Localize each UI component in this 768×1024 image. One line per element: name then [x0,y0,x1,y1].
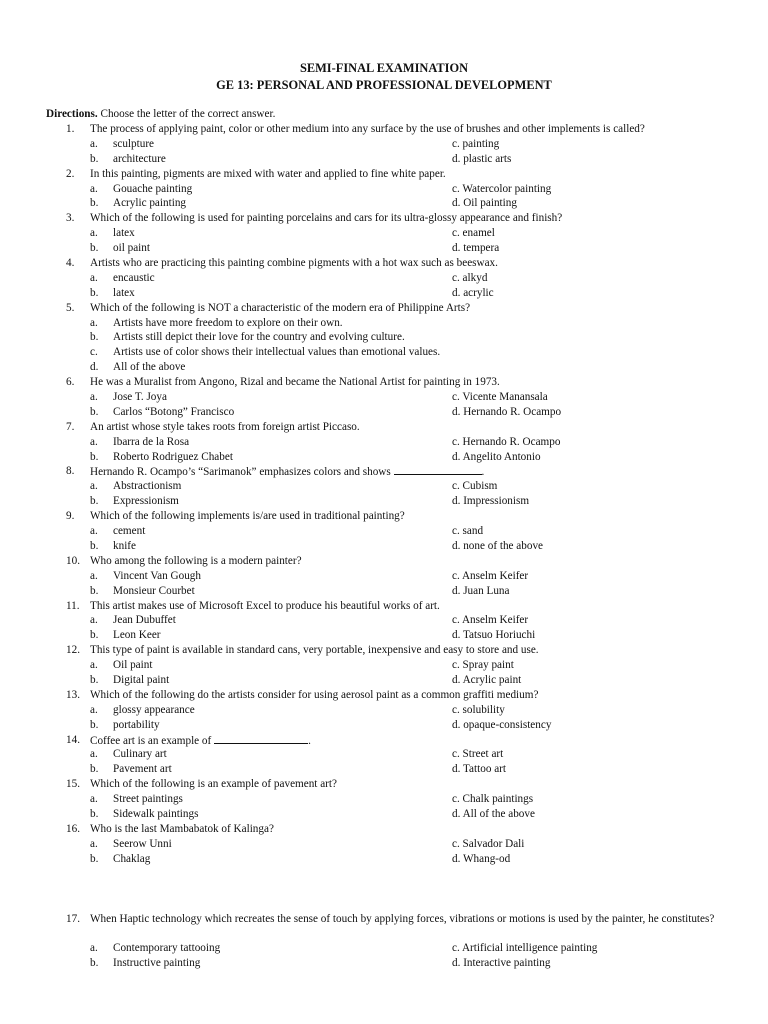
choice-text: d. Oil painting [452,197,517,210]
choice-row [0,345,768,360]
choice-text: c. Vicente Manansala [452,391,548,404]
question-number: 14. [66,733,80,746]
question-stem [0,420,768,435]
question-number: 10. [66,554,80,567]
question-stem [0,822,768,837]
question-stem [0,122,768,137]
choice-letter: b. [90,673,99,686]
spacer [0,867,768,912]
directions-label: Directions. [46,108,98,120]
choice-row [0,807,768,822]
choice-row [0,196,768,211]
choice-text: c. alkyd [452,271,488,284]
choice-text: d. All of the above [452,807,535,820]
question-text: Which of the following is an example of pavement art? [90,778,337,791]
question-number: 17. [66,912,80,925]
choice-text: Roberto Rodriguez Chabet [113,450,233,463]
choice-text: sculpture [113,137,155,150]
choice-row [0,226,768,241]
choice-text: portability [113,718,160,731]
choice-letter: c. [90,346,98,359]
choice-letter: b. [90,450,99,463]
choice-row [0,941,768,956]
choice-letter: b. [90,331,99,344]
choice-text: Chaklag [113,852,151,865]
question-number: 16. [66,822,80,835]
question-text-body: Hernando R. Ocampo’s “Sarimanok” emphasizes colors and shows [90,466,394,479]
choice-letter: a. [90,793,98,806]
answer-blank [214,733,308,744]
choice-text: oil paint [113,242,150,255]
question-stem [0,912,768,942]
question-stem [0,688,768,703]
question-text: Who among the following is a modern painter? [90,554,302,567]
choice-row [0,450,768,465]
question-text: This artist makes use of Microsoft Excel to produce his beautiful works of art. [90,599,440,612]
choice-letter: a. [90,480,98,493]
choice-row [0,569,768,584]
question-number: 8. [66,465,75,478]
question-list [0,122,768,971]
choice-row [0,792,768,807]
question-text: He was a Muralist from Angono, Rizal and became the National Artist for painting in 1973. [90,376,500,389]
choice-text: d. Whang-od [452,852,511,865]
choice-letter: a. [90,391,98,404]
choice-row [0,494,768,509]
choice-text: Gouache painting [113,182,193,195]
question-stem [0,733,768,748]
choice-text: c. sand [452,525,484,538]
choice-row [0,837,768,852]
choice-text: c. enamel [452,227,495,240]
question-number: 1. [66,123,75,135]
question-text-body: Coffee art is an example of [90,734,215,747]
choice-row [0,271,768,286]
question-text: This type of paint is available in standard cans, very portable, inexpensive and easy to store and use. [90,644,539,657]
choice-text: Jose T. Joya [113,391,167,404]
question-number: 6. [66,376,75,389]
choice-row [0,435,768,450]
choice-letter: b. [90,807,99,820]
choice-text: d. tempera [452,242,500,255]
choice-text: c. Anselm Keifer [452,569,529,582]
question-text: An artist whose style takes roots from foreign artist Piccaso. [90,420,360,433]
choice-text: d. Impressionism [452,495,530,508]
choice-text: Vincent Van Gough [113,569,201,582]
choice-text: Monsieur Courbet [113,584,195,597]
choice-row [0,241,768,256]
choice-text: d. Angelito Antonio [452,450,541,463]
choice-text: c. Artificial intelligence painting [452,942,598,955]
question-text: Who is the last Mambabatok of Kalinga? [90,822,274,835]
choice-text: Culinary art [113,748,167,761]
choice-row [0,628,768,643]
exam-header [0,60,768,94]
choice-letter: b. [90,539,99,552]
choice-letter: b. [90,957,99,970]
choice-text: Acrylic painting [113,197,187,210]
choice-text: knife [113,539,136,552]
choice-text: cement [113,525,146,538]
question-tail: . [481,466,485,479]
choice-text: d. Tattoo art [452,763,507,776]
choice-row [0,360,768,375]
choice-text: d. opaque-consistency [452,718,552,731]
choice-text: Pavement art [113,763,172,776]
question-number: 12. [66,644,80,657]
question-text [90,733,311,749]
choice-text: Carlos “Botong” Francisco [113,405,235,418]
choice-letter: b. [90,242,99,255]
choice-text: d. Hernando R. Ocampo [452,405,562,418]
choice-letter: b. [90,852,99,865]
choice-text: Expressionism [113,495,179,508]
choice-text: Leon Keer [113,629,161,642]
choice-text: c. Salvador Dali [452,837,525,850]
choice-letter: a. [90,271,98,284]
choice-row [0,405,768,420]
choice-row [0,286,768,301]
question-stem [0,554,768,569]
question-number: 4. [66,257,75,270]
choice-letter: b. [90,405,99,418]
question-text: Which of the following is used for painting porcelains and cars for its ultra-glossy appearance and finish? [90,212,563,225]
course-title: GE 13: PERSONAL AND PROFESSIONAL DEVELOPMENT [216,78,552,92]
choice-text: d. plastic arts [452,152,512,165]
question-stem [0,167,768,182]
choice-text: d. Juan Luna [452,584,510,597]
choice-text: Instructive painting [113,957,201,970]
choice-letter: d. [90,361,99,374]
choice-row [0,479,768,494]
choice-letter: a. [90,137,98,150]
question-text: The process of applying paint, color or other medium into any surface by the use of brushes and other implements is called? [90,123,645,135]
choice-text: c. Hernando R. Ocampo [452,435,561,448]
choice-row [0,330,768,345]
choice-text: c. Cubism [452,480,498,493]
choice-row [0,762,768,777]
choice-letter: b. [90,197,99,210]
question-number: 13. [66,688,80,701]
question-tail: . [308,734,311,747]
choice-row [0,658,768,673]
choice-text: Ibarra de la Rosa [113,435,190,448]
choice-letter: a. [90,614,98,627]
choice-row [0,137,768,152]
choice-letter: a. [90,703,98,716]
choice-text: encaustic [113,271,155,284]
choice-text: Artists have more freedom to explore on their own. [113,316,343,329]
choice-text: latex [113,227,135,240]
choice-letter: a. [90,525,98,538]
choice-text: d. none of the above [452,539,544,552]
question-text: Which of the following do the artists consider for using aerosol paint as a common graffiti medium? [90,688,539,701]
choice-text: d. Tatsuo Horiuchi [452,629,536,642]
choice-letter: a. [90,659,98,672]
choice-row [0,747,768,762]
question-number: 9. [66,510,75,523]
choice-letter: a. [90,569,98,582]
choice-text: Contemporary tattooing [113,942,221,955]
question-stem [0,256,768,271]
choice-letter: a. [90,942,98,955]
question-stem [0,375,768,390]
question-number: 2. [66,167,75,180]
choice-letter: b. [90,584,99,597]
choice-text: Sidewalk paintings [113,807,199,820]
question-text [90,464,484,480]
question-text: Artists who are practicing this painting combine pigments with a hot wax such as beeswax. [90,257,498,270]
exam-title: SEMI-FINAL EXAMINATION [299,61,469,75]
choice-text: glossy appearance [113,703,195,716]
choice-text: Oil paint [113,659,153,672]
choice-letter: a. [90,316,98,329]
choice-row [0,390,768,405]
choice-row [0,152,768,167]
choice-letter: a. [90,182,98,195]
choice-text: c. Spray paint [452,659,514,672]
question-number: 5. [66,301,75,314]
directions-text: Choose the letter of the correct answer. [97,108,276,120]
choice-text: Seerow Unni [113,837,172,850]
choice-letter: b. [90,286,99,299]
question-stem [0,211,768,226]
question-stem [0,301,768,316]
choice-row [0,182,768,197]
question-number: 7. [66,420,75,433]
choice-row [0,718,768,733]
choice-text: c. Anselm Keifer [452,614,529,627]
question-stem [0,643,768,658]
choice-letter: b. [90,718,99,731]
choice-text: c. Chalk paintings [452,793,534,806]
choice-letter: b. [90,152,99,165]
choice-text: architecture [113,152,166,165]
question-number: 3. [66,212,75,225]
choice-letter: a. [90,435,98,448]
question-number: 15. [66,778,80,791]
choice-text: Jean Dubuffet [113,614,176,627]
choice-row [0,852,768,867]
choice-row [0,539,768,554]
question-number: 11. [66,599,80,612]
choice-row [0,524,768,539]
choice-row [0,584,768,599]
choice-row [0,613,768,628]
choice-letter: b. [90,763,99,776]
choice-text: Artists use of color shows their intellectual values than emotional values. [113,346,441,359]
question-stem [0,464,768,479]
choice-row [0,316,768,331]
choice-text: Street paintings [113,793,183,806]
choice-text: c. painting [452,137,500,150]
choice-letter: b. [90,629,99,642]
choice-row [0,956,768,971]
choice-letter: a. [90,748,98,761]
question-stem [0,509,768,524]
question-stem [0,599,768,614]
question-text: Which of the following is NOT a characteristic of the modern era of Philippine Arts? [90,301,471,314]
choice-letter: a. [90,837,98,850]
choice-text: c. Watercolor painting [452,182,552,195]
choice-text: All of the above [113,361,186,374]
choice-text: d. Interactive painting [452,957,551,970]
answer-blank [394,464,482,475]
choice-text: c. Street art [452,748,504,761]
choice-text: Artists still depict their love for the country and evolving culture. [113,331,405,344]
question-stem [0,777,768,792]
choice-text: d. Acrylic paint [452,673,522,686]
question-text: When Haptic technology which recreates the sense of touch by applying forces, vibrations or motions is used by the painter, he constitutes? [90,912,715,925]
choice-row [0,703,768,718]
directions [46,107,275,122]
choice-text: d. acrylic [452,286,494,299]
choice-text: Digital paint [113,673,170,686]
choice-letter: b. [90,495,99,508]
choice-letter: a. [90,227,98,240]
question-text: In this painting, pigments are mixed with water and applied to fine white paper. [90,167,446,180]
question-text: Which of the following implements is/are used in traditional painting? [90,510,405,523]
choice-text: Abstractionism [113,480,182,493]
choice-row [0,673,768,688]
choice-text: c. solubility [452,703,505,716]
choice-text: latex [113,286,135,299]
